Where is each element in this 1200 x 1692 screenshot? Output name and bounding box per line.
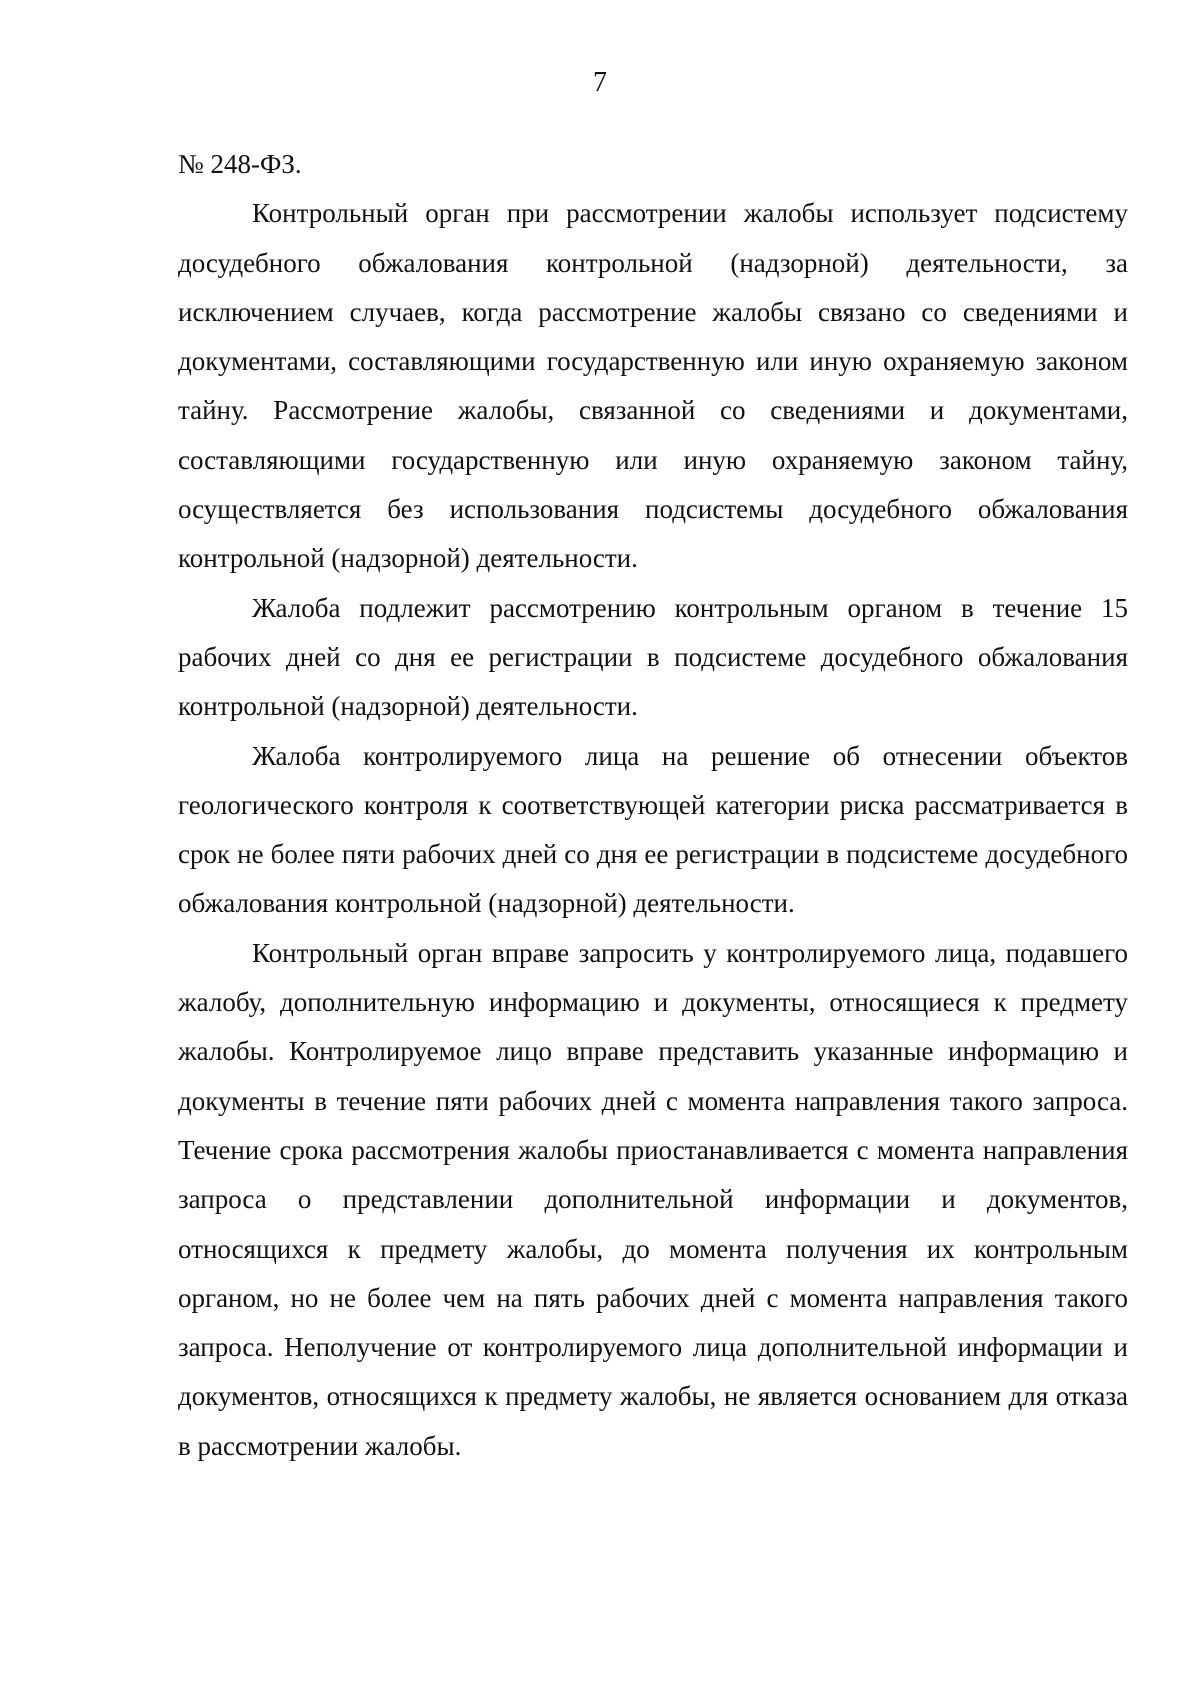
law-reference-paragraph: № 248-ФЗ.	[178, 149, 302, 179]
paragraph-risk-category-complaint: Жалоба контролируемого лица на решение об отнесении объектов геологического контроля к соответствующей категории риска рассматривается в срок не более пяти рабочих дней со дня ее регистрации в подсистеме досудебного обжалования контрольной (надзорной) деятельности.	[178, 740, 1128, 919]
page-number: 7	[593, 67, 607, 98]
document-body	[178, 140, 1128, 1471]
paragraph-additional-information: Контрольный орган вправе запросить у контролируемого лица, подавшего жалобу, дополнительную информацию и документы, относящиеся к предмету жалобы. Контролируемое лицо вправе представить указанные информацию и документы в течение пяти рабочих дней с момента направления такого запроса. Течение срока рассмотрения жалобы приостанавливается с момента направления запроса о представлении дополнительной информации и документов, относящихся к предмету жалобы, до момента получения их контрольным органом, но не более чем на пять рабочих дней с момента направления такого запроса. Неполучение от контролируемого лица дополнительной информации и документов, относящихся к предмету жалобы, не является основанием для отказа в рассмотрении жалобы.	[178, 937, 1128, 1461]
paragraph-complaint-subsystem: Контрольный орган при рассмотрении жалобы использует подсистему досудебного обжалования контрольной (надзорной) деятельности, за исключением случаев, когда рассмотрение жалобы связано со сведениями и документами, составляющими государственную или иную охраняемую законом тайну. Рассмотрение жалобы, связанной со сведениями и документами, составляющими государственную или иную охраняемую законом тайну, осуществляется без использования подсистемы досудебного обжалования контрольной (надзорной) деятельности.	[178, 198, 1128, 574]
paragraph-review-period: Жалоба подлежит рассмотрению контрольным органом в течение 15 рабочих дней со дня ее регистрации в подсистеме досудебного обжалования контрольной (надзорной) деятельности.	[178, 592, 1128, 722]
